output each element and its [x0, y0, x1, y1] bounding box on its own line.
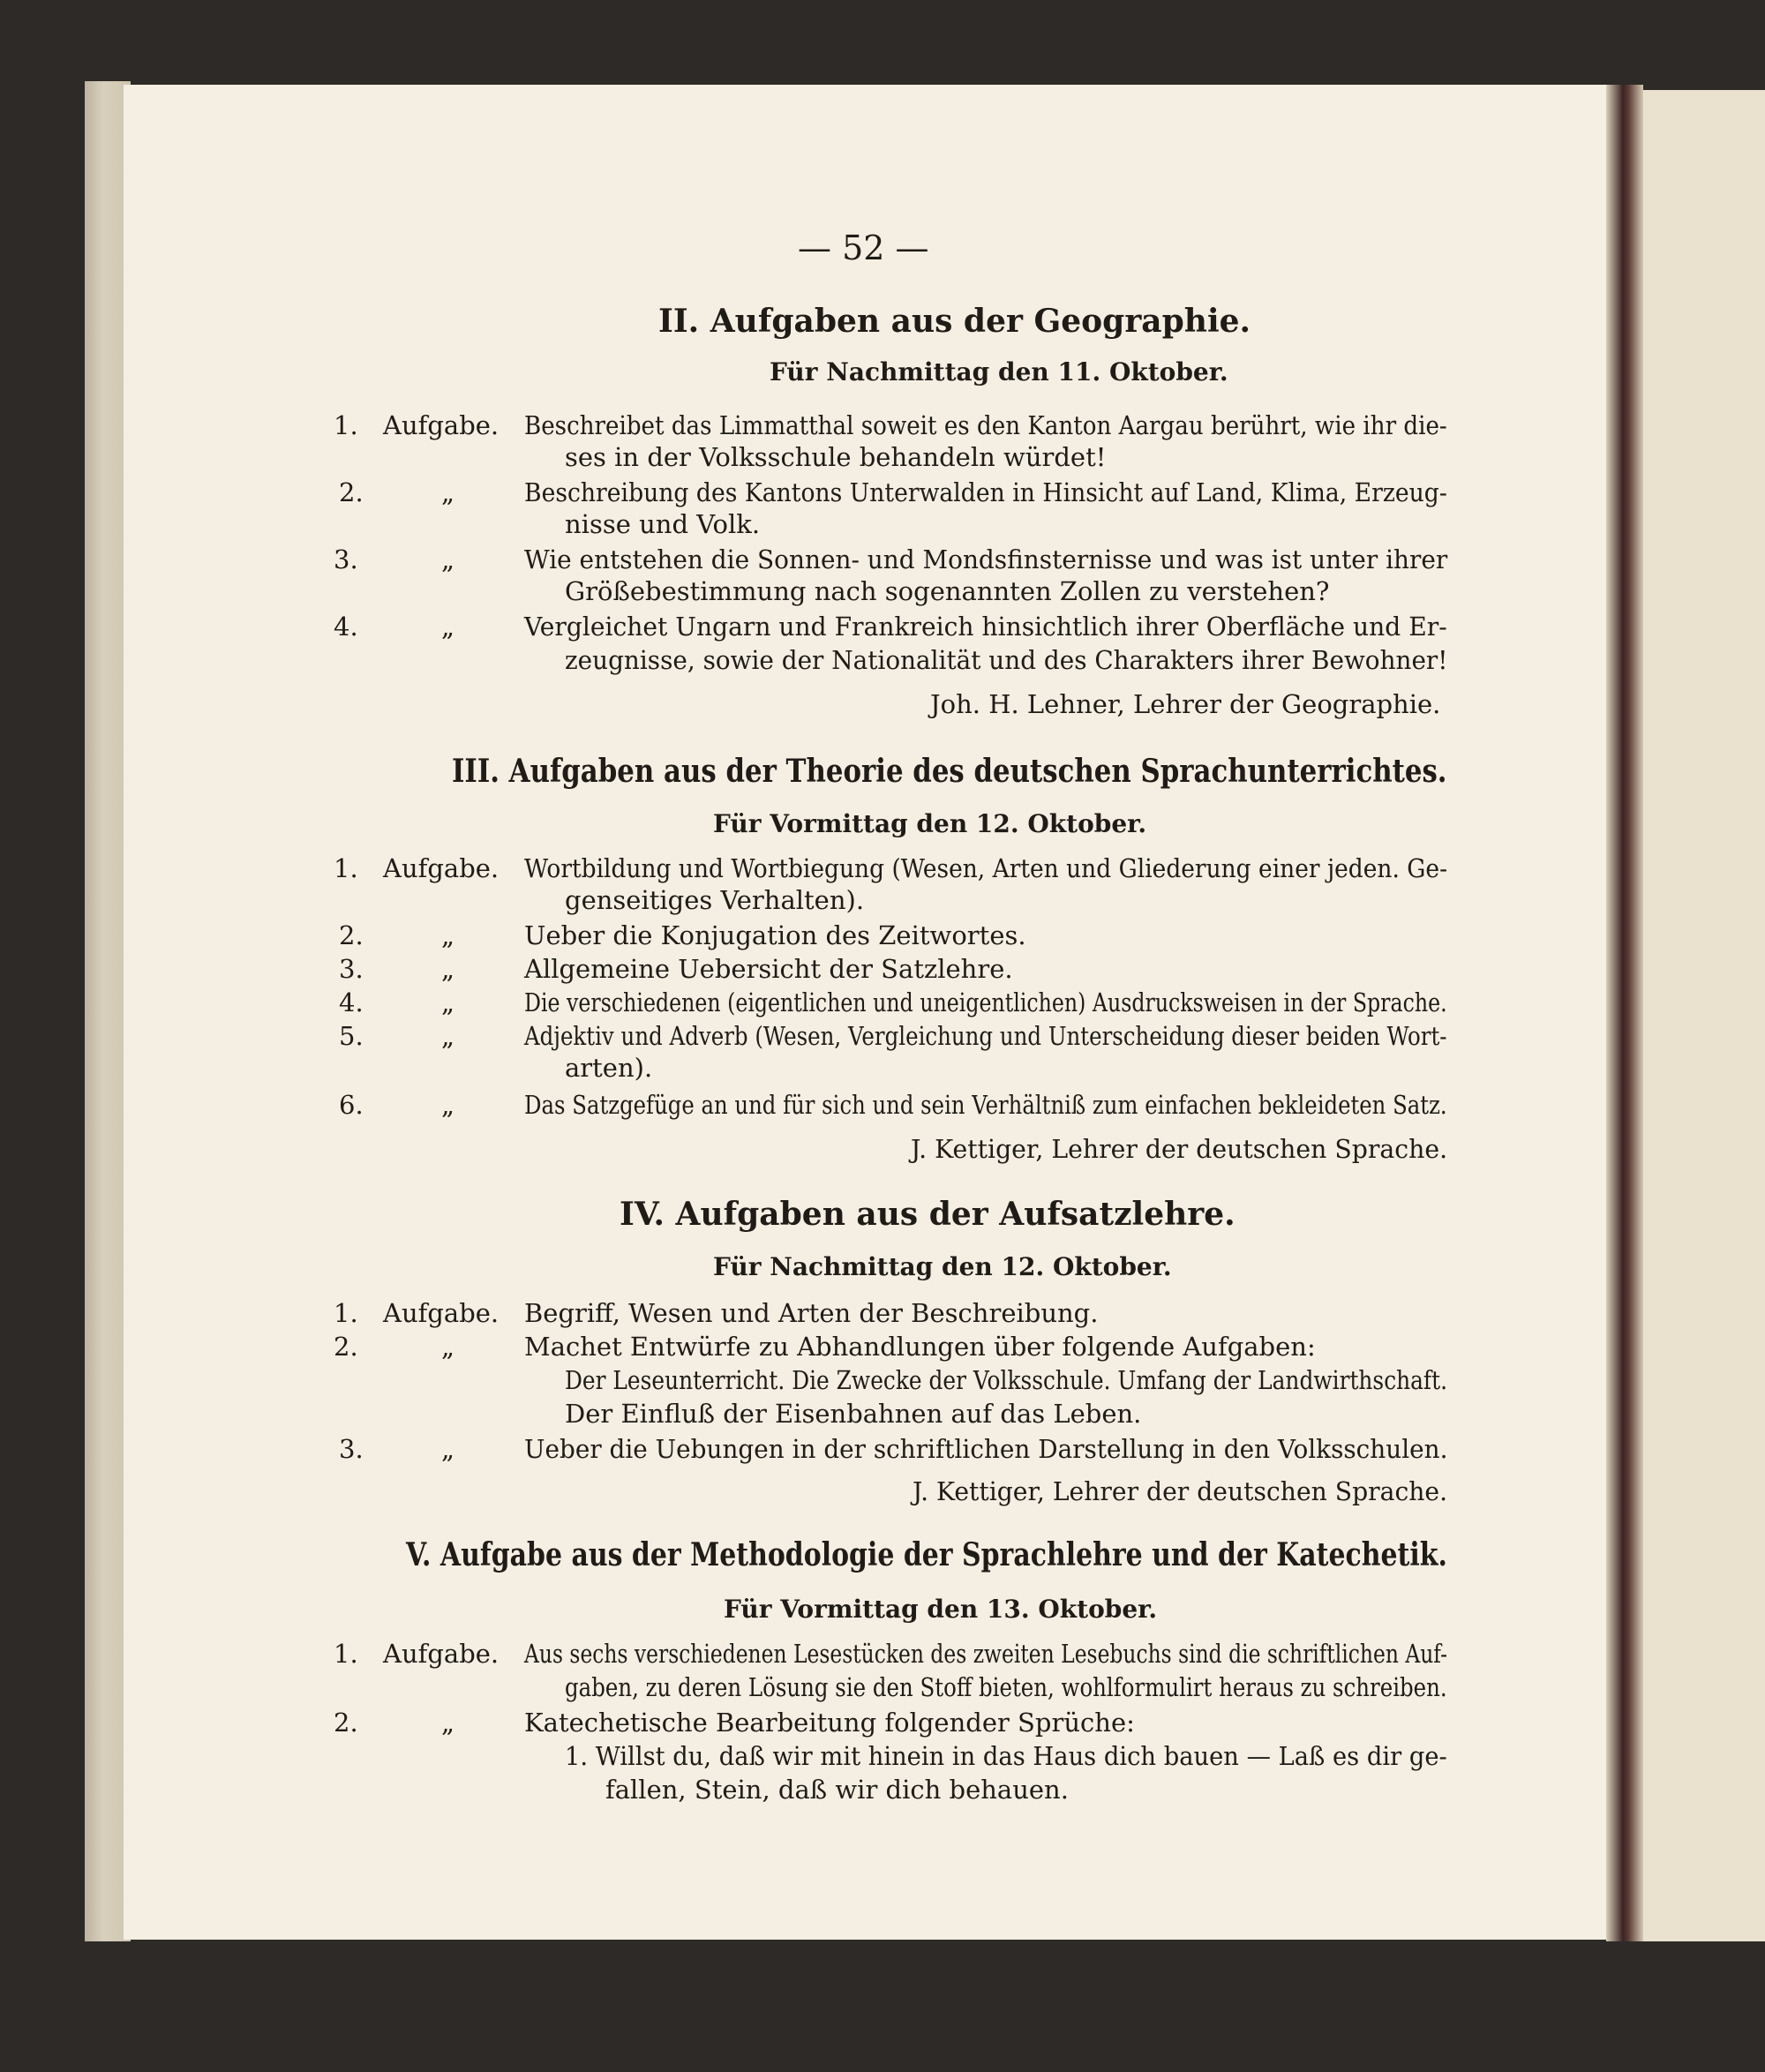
section-heading-language-theory: III. Aufgaben aus der Theorie des deutschen Sprachunterrichtes.	[452, 753, 1447, 790]
task-text: Adjektiv und Adverb (Wesen, Vergleichung und Unterscheidung dieser beiden Wort-	[524, 1021, 1447, 1051]
section-date: Für Nachmittag den 11. Oktober.	[770, 357, 1228, 387]
ditto-mark: „	[441, 544, 455, 574]
task-number: 4.	[334, 612, 358, 642]
ditto-mark: „	[441, 920, 455, 950]
task-text: Beschreibet das Limmatthal soweit es den Kanton Aargau berührt, wie ihr die-	[524, 410, 1447, 440]
section-heading-geography: II. Aufgaben aus der Geographie.	[658, 303, 1251, 340]
task-text: Der Einfluß der Eisenbahnen auf das Leben.	[565, 1399, 1142, 1429]
task-number: 2.	[339, 920, 364, 950]
task-number: 3.	[339, 1434, 364, 1464]
task-number: 1.	[334, 1298, 358, 1328]
page-number: — 52 —	[798, 229, 929, 267]
task-label: Aufgabe.	[383, 853, 499, 883]
ditto-mark: „	[441, 1434, 455, 1464]
ditto-mark: „	[441, 1090, 455, 1120]
task-number: 3.	[334, 544, 358, 574]
task-text: Wortbildung und Wortbiegung (Wesen, Arten und Gliederung einer jeden. Ge-	[524, 853, 1448, 883]
signature: Joh. H. Lehner, Lehrer der Geographie.	[930, 689, 1441, 719]
task-number: 1.	[334, 853, 358, 883]
ditto-mark: „	[441, 954, 455, 984]
task-text: 1. Willst du, daß wir mit hinein in das Haus dich bauen — Laß es dir ge-	[565, 1741, 1447, 1771]
section-date: Für Vormittag den 12. Oktober.	[713, 809, 1147, 838]
section-date: Für Vormittag den 13. Oktober.	[724, 1595, 1158, 1624]
task-number: 2.	[334, 1332, 358, 1362]
task-text: Die verschiedenen (eigentlichen und uneigentlichen) Ausdrucksweisen in der Sprache.	[524, 987, 1447, 1017]
signature: J. Kettiger, Lehrer der deutschen Sprache.	[911, 1134, 1448, 1164]
task-label: Aufgabe.	[383, 1639, 499, 1669]
task-text: Katechetische Bearbeitung folgender Sprüche:	[524, 1708, 1135, 1738]
task-text: arten).	[565, 1053, 653, 1083]
task-label: Aufgabe.	[383, 1298, 499, 1328]
section-date: Für Nachmittag den 12. Oktober.	[713, 1252, 1172, 1281]
task-number: 4.	[339, 987, 364, 1017]
ditto-mark: „	[441, 987, 455, 1017]
task-text: zeugnisse, sowie der Nationalität und des Charakters ihrer Bewohner!	[565, 645, 1448, 675]
ditto-mark: „	[441, 612, 455, 642]
task-number: 5.	[339, 1021, 364, 1051]
task-number: 1.	[334, 1639, 358, 1669]
task-text: Allgemeine Uebersicht der Satzlehre.	[524, 954, 1013, 984]
task-text: Vergleichet Ungarn und Frankreich hinsichtlich ihrer Oberfläche und Er-	[524, 612, 1447, 642]
task-text: genseitiges Verhalten).	[565, 885, 865, 915]
task-text: Das Satzgefüge an und für sich und sein Verhältniß zum einfachen bekleideten Satz.	[524, 1090, 1447, 1120]
task-text: fallen, Stein, daß wir dich behauen.	[605, 1775, 1069, 1805]
task-text: gaben, zu deren Lösung sie den Stoff bieten, wohlformulirt heraus zu schreiben.	[565, 1672, 1447, 1702]
section-heading-methodology: V. Aufgabe aus der Methodologie der Sprachlehre und der Katechetik.	[406, 1536, 1447, 1573]
task-text: Ueber die Konjugation des Zeitwortes.	[524, 920, 1026, 950]
task-label: Aufgabe.	[383, 410, 499, 440]
task-text: Der Leseunterricht. Die Zwecke der Volksschule. Umfang der Landwirthschaft.	[565, 1365, 1448, 1395]
task-text: nisse und Volk.	[565, 509, 761, 539]
task-number: 6.	[339, 1090, 364, 1120]
task-text: Wie entstehen die Sonnen- und Mondsfinsternisse und was ist unter ihrer	[524, 544, 1448, 574]
ditto-mark: „	[441, 477, 455, 507]
signature: J. Kettiger, Lehrer der deutschen Sprache.	[913, 1476, 1448, 1506]
task-text: Aus sechs verschiedenen Lesestücken des zweiten Lesebuchs sind die schriftlichen Auf-	[524, 1639, 1448, 1669]
ditto-mark: „	[441, 1708, 455, 1738]
task-number: 1.	[334, 410, 358, 440]
task-number: 2.	[334, 1708, 358, 1738]
task-text: ses in der Volksschule behandeln würdet!	[565, 442, 1107, 472]
task-text: Ueber die Uebungen in der schriftlichen Darstellung in den Volksschulen.	[524, 1434, 1448, 1464]
task-text: Größebestimmung nach sogenannten Zollen zu verstehen?	[565, 576, 1330, 606]
section-heading-composition: IV. Aufgaben aus der Aufsatzlehre.	[620, 1196, 1236, 1233]
task-number: 3.	[339, 954, 364, 984]
task-text: Machet Entwürfe zu Abhandlungen über folgende Aufgaben:	[524, 1332, 1316, 1362]
ditto-mark: „	[441, 1021, 455, 1051]
task-number: 2.	[339, 477, 364, 507]
task-text: Begriff, Wesen und Arten der Beschreibung.	[524, 1298, 1099, 1328]
task-text: Beschreibung des Kantons Unterwalden in Hinsicht auf Land, Klima, Erzeug-	[524, 477, 1447, 507]
ditto-mark: „	[441, 1332, 455, 1362]
